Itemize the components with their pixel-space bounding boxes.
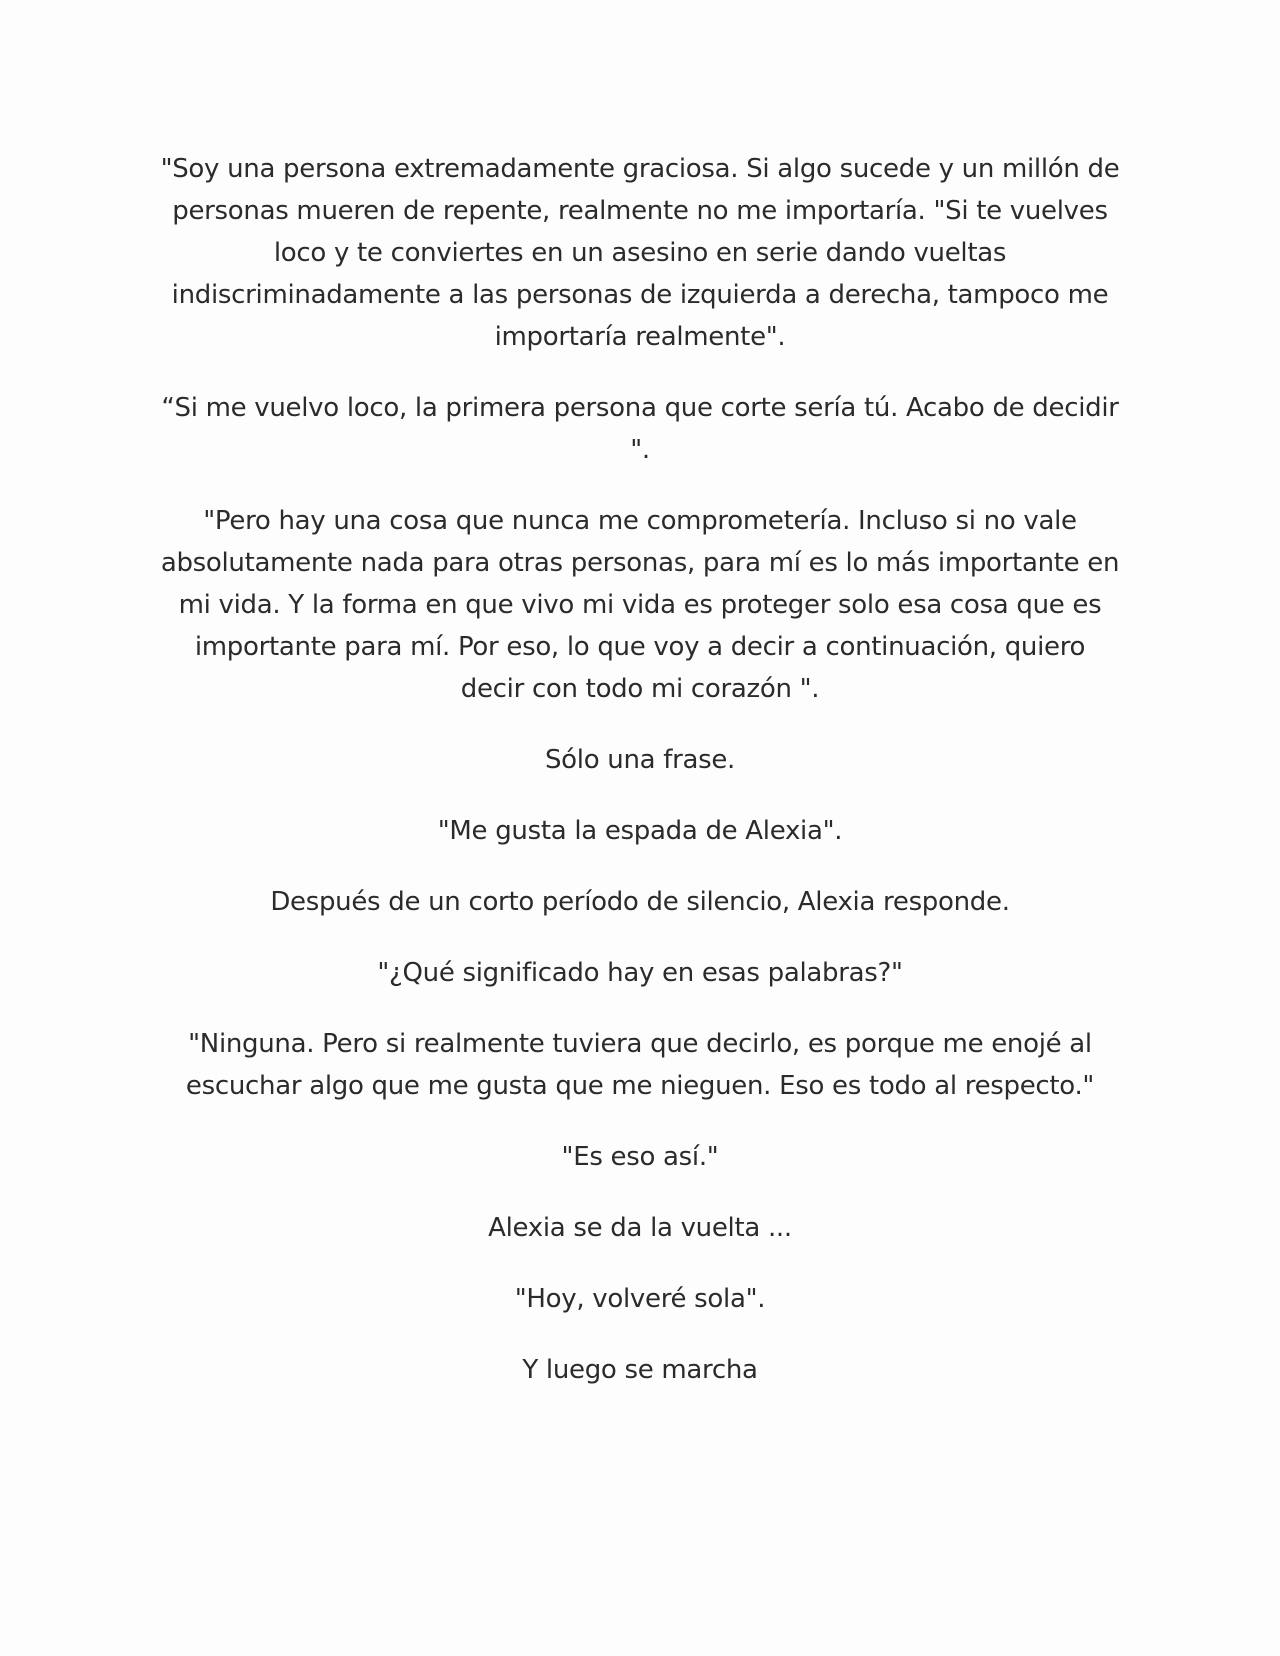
paragraph-12: Y luego se marcha xyxy=(522,1355,758,1385)
paragraph-7: "¿Qué significado hay en esas palabras?" xyxy=(377,958,903,988)
paragraph-11: "Hoy, volveré sola". xyxy=(514,1284,766,1314)
paragraph-5: "Me gusta la espada de Alexia". xyxy=(437,816,843,846)
paragraph-1: "Soy una persona extremadamente graciosa. Si algo sucede y un millón de personas mueren de repente, realmente no me importaría. "Si te vuelves loco y te conviertes en un asesino en serie dando vueltas indiscriminadamente a las personas de izquierda a derecha, tampoco me importaría realmente". xyxy=(160,154,1120,352)
paragraph-10: Alexia se da la vuelta ... xyxy=(488,1213,792,1243)
paragraph-8: "Ninguna. Pero si realmente tuviera que decirlo, es porque me enojé al escuchar algo que me gusta que me nieguen. Eso es todo al respecto." xyxy=(185,1029,1095,1101)
paragraph-9: "Es eso así." xyxy=(561,1142,719,1172)
paragraph-2: “Si me vuelvo loco, la primera persona que corte sería tú. Acabo de decidir ". xyxy=(161,393,1119,465)
paragraph-4: Sólo una frase. xyxy=(544,745,736,775)
document-body xyxy=(160,148,1120,1420)
paragraph-6: Después de un corto período de silencio, Alexia responde. xyxy=(270,887,1010,917)
paragraph-3: "Pero hay una cosa que nunca me comprometería. Incluso si no vale absolutamente nada para otras personas, para mí es lo más importante en mi vida. Y la forma en que vivo mi vida es proteger solo esa cosa que es importante para mí. Por eso, lo que voy a decir a continuación, quiero decir con todo mi corazón ". xyxy=(160,506,1120,704)
